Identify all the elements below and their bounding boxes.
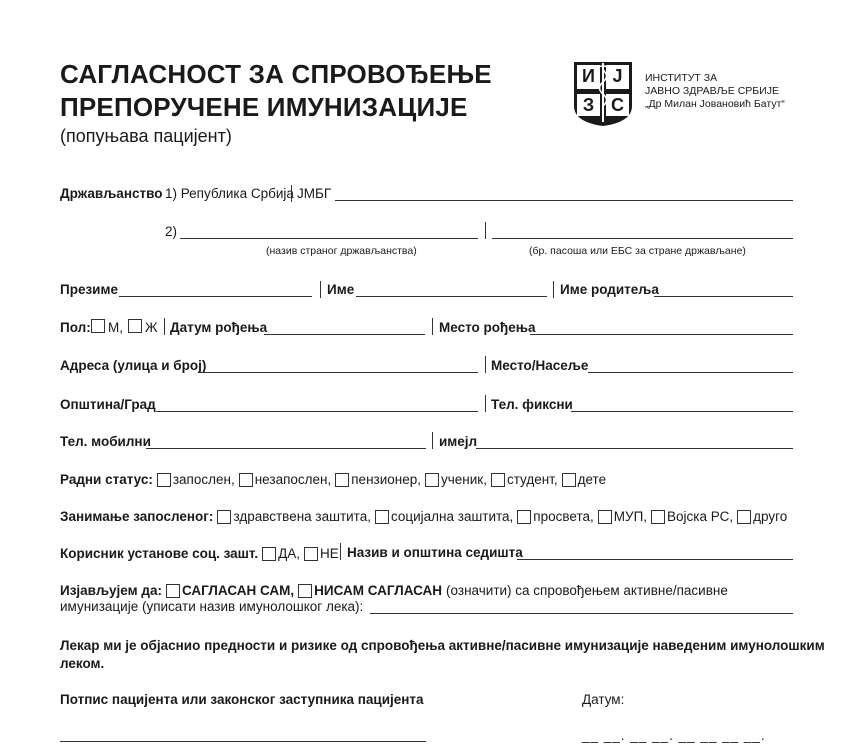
work-status-pupil-checkbox[interactable] — [425, 473, 439, 487]
declaration-text: (означити) са спровођењем активне/пасивне — [446, 583, 728, 598]
separator — [291, 185, 292, 202]
explanation-line1: Лекар ми је објаснио предности и ризике од спровођења активне/пасивне имунизације наведеним имунолошким — [60, 638, 825, 653]
occupation-healthcare-checkbox[interactable] — [217, 510, 231, 524]
separator — [485, 395, 486, 412]
place-field[interactable] — [588, 372, 793, 373]
phone-mobile-label: Тел. мобилни — [60, 434, 151, 449]
disagree-checkbox[interactable] — [298, 584, 312, 598]
foreign-citizenship-hint: (назив страног држављанства) — [266, 245, 417, 257]
date-label: Датум: — [582, 692, 625, 707]
citizenship-label: Држављанство — [60, 186, 163, 201]
pob-label: Место рођења — [439, 320, 536, 335]
agree-label: САГЛАСАН САМ, — [181, 583, 295, 598]
place-label: Место/Насеље — [491, 358, 589, 373]
institution-seat-label: Назив и општина седишта — [347, 545, 523, 560]
work-status-child-checkbox[interactable] — [562, 473, 576, 487]
work-status-employed-checkbox[interactable] — [157, 473, 171, 487]
occupation-education-checkbox[interactable] — [517, 510, 531, 524]
occupation-label: Занимање запосленог: — [60, 509, 214, 524]
occupation-army-checkbox[interactable] — [651, 510, 665, 524]
separator — [340, 543, 341, 560]
institute-logo — [572, 60, 634, 128]
occupation-other-label: друго — [753, 509, 788, 524]
logo-letter-3: З — [582, 95, 595, 115]
work-status-unemployed-label: незапослен, — [254, 472, 332, 487]
municipality-label: Општина/Град — [60, 397, 156, 412]
separator — [164, 318, 165, 335]
separator — [320, 281, 321, 298]
sex-female-checkbox[interactable] — [128, 319, 142, 333]
occupation-army-label: Војска РС, — [667, 509, 734, 524]
work-status-student-label: студент, — [506, 472, 558, 487]
occupation-other-checkbox[interactable] — [737, 510, 751, 524]
work-status-unemployed-checkbox[interactable] — [239, 473, 253, 487]
jmbg-field[interactable] — [335, 200, 793, 201]
work-status-row — [60, 470, 606, 487]
dob-field[interactable] — [264, 334, 425, 335]
email-field[interactable] — [476, 448, 793, 449]
citizenship-serbia-label: 1) Република Србија — [165, 186, 294, 201]
dob-label: Датум рођења — [170, 320, 268, 335]
explanation-line2: леком. — [60, 656, 105, 671]
institute-name-line1: ИНСТИТУТ ЗА — [645, 72, 718, 84]
foreign-citizenship-field[interactable] — [180, 238, 478, 239]
passport-hint: (бр. пасоша или ЕБС за стране држављане) — [529, 245, 746, 257]
parent-name-label: Име родитеља — [560, 282, 659, 297]
social-yes-checkbox[interactable] — [262, 547, 276, 561]
institution-seat-field[interactable] — [517, 559, 793, 560]
phone-fixed-field[interactable] — [571, 411, 793, 412]
work-status-pupil-label: ученик, — [441, 472, 487, 487]
date-field[interactable]: __ __. __ __. __ __ __ __. — [582, 728, 766, 743]
surname-label: Презиме — [60, 282, 118, 297]
name-field[interactable] — [356, 296, 547, 297]
work-status-employed-label: запослен, — [172, 472, 235, 487]
municipality-field[interactable] — [156, 411, 478, 412]
address-field[interactable] — [199, 372, 478, 373]
separator — [485, 356, 486, 373]
surname-field[interactable] — [119, 296, 312, 297]
occupation-social-label: социјална заштита, — [390, 509, 514, 524]
occupation-police-label: МУП, — [613, 509, 648, 524]
separator — [432, 318, 433, 335]
phone-fixed-label: Тел. фиксни — [491, 397, 573, 412]
vaccine-name-label: имунизације (уписати назив имунолошког лека): — [60, 599, 364, 614]
logo-letter-4: С — [611, 95, 624, 115]
citizenship-foreign-label: 2) — [165, 224, 178, 239]
form-title-line2: ПРЕПОРУЧЕНЕ ИМУНИЗАЦИЈЕ — [60, 92, 468, 122]
social-yes-label: ДА, — [278, 546, 301, 561]
logo-letter-1: И — [582, 66, 595, 86]
address-label: Адреса (улица и број) — [60, 358, 207, 373]
declaration-label: Изјављујем да: — [60, 583, 162, 598]
form-title-line1: САГЛАСНОСТ ЗА СПРОВОЂЕЊЕ — [60, 59, 492, 89]
institute-name-line2: ЈАВНО ЗДРАВЉЕ СРБИЈЕ — [645, 85, 779, 97]
jmbg-label: ЈМБГ — [297, 186, 332, 201]
separator — [485, 222, 486, 239]
work-status-retired-checkbox[interactable] — [335, 473, 349, 487]
sex-female-label: Ж — [145, 320, 158, 335]
name-label: Име — [327, 282, 355, 297]
work-status-label: Радни статус: — [60, 472, 153, 487]
disagree-label: НИСАМ САГЛАСАН — [314, 583, 443, 598]
passport-number-field[interactable] — [492, 238, 793, 239]
email-label: имејл — [439, 434, 478, 449]
occupation-healthcare-label: здравствена заштита, — [233, 509, 371, 524]
pob-field[interactable] — [530, 334, 793, 335]
occupation-police-checkbox[interactable] — [598, 510, 612, 524]
declaration-row — [60, 581, 728, 598]
work-status-retired-label: пензионер, — [351, 472, 421, 487]
logo-letter-2: Ј — [612, 66, 623, 86]
signature-label: Потпис пацијента или законског заступника пацијента — [60, 692, 424, 707]
agree-checkbox[interactable] — [166, 584, 180, 598]
social-no-checkbox[interactable] — [304, 547, 318, 561]
institute-name-line3: „Др Милан Јовановић Батут“ — [645, 98, 785, 110]
sex-male-checkbox[interactable] — [91, 319, 105, 333]
signature-field[interactable] — [60, 741, 426, 742]
vaccine-name-field[interactable] — [370, 613, 793, 614]
sex-label: Пол: — [60, 320, 91, 335]
work-status-child-label: дете — [577, 472, 607, 487]
occupation-education-label: просвета, — [533, 509, 594, 524]
form-subtitle: (попуњава пацијент) — [60, 126, 232, 146]
social-row — [60, 544, 339, 561]
occupation-social-checkbox[interactable] — [375, 510, 389, 524]
separator — [553, 281, 554, 298]
sex-male-label: М, — [108, 320, 123, 335]
social-no-label: НЕ — [320, 546, 339, 561]
occupation-row — [60, 507, 787, 524]
work-status-student-checkbox[interactable] — [491, 473, 505, 487]
separator — [432, 432, 433, 449]
parent-name-field[interactable] — [654, 296, 793, 297]
phone-mobile-field[interactable] — [146, 448, 426, 449]
social-label: Корисник установе соц. зашт. — [60, 546, 259, 561]
